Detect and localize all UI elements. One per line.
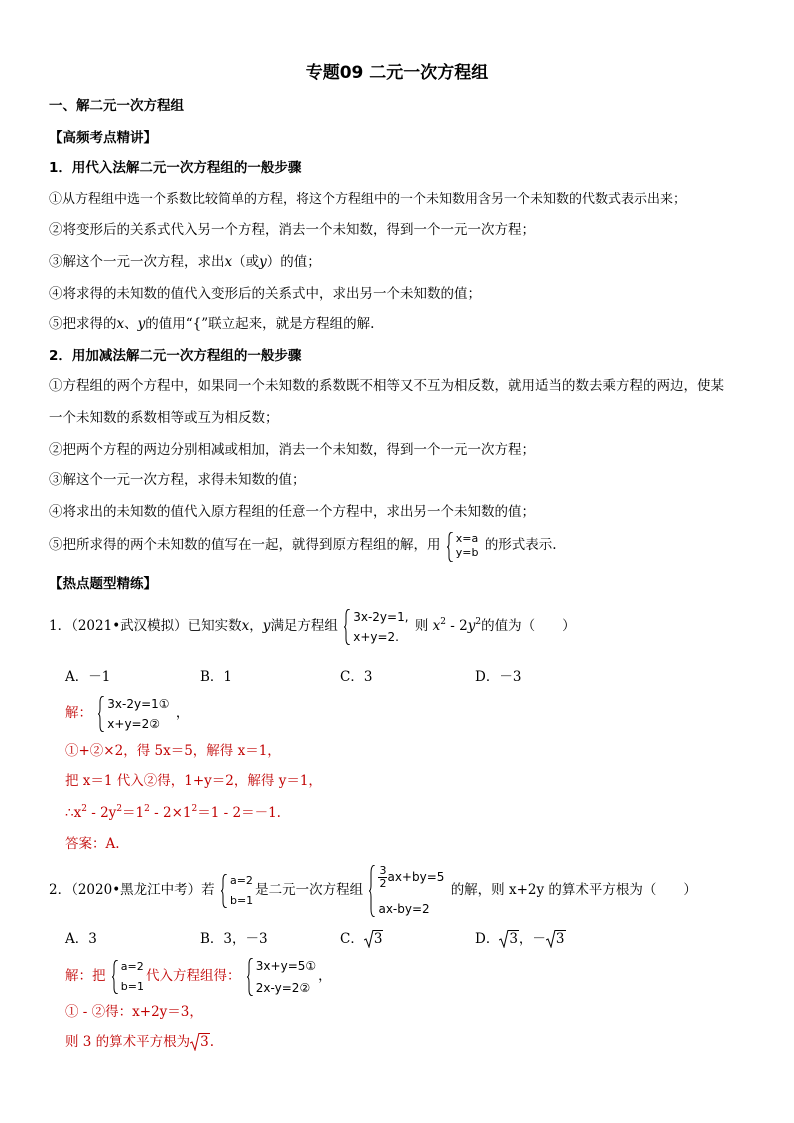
solution-step: ① - ②得：x+2y＝3， (65, 1004, 203, 1020)
step-text: ⑤把所求得的两个未知数的值写在一起，就得到原方程组的解，用 x=a y=b 的形式表示. (49, 530, 754, 560)
solution-step: $\therefore x^2 - 2y^2=1^2 - 2\times 1^2=1 - 2=-1$. (65, 804, 281, 821)
solution-system: 3x+y=5① 2x-y=2② (247, 958, 316, 996)
step-text: 一个未知数的系数相等或互为相反数； (49, 410, 279, 426)
step-text: ③解这个一元一次方程，求得未知数的值； (49, 472, 306, 488)
solution-form-system: x=a y=b (447, 532, 479, 560)
step-text: ②将变形后的关系式代入另一个方程，消去一个未知数，得到一个一元一次方程； (49, 222, 535, 238)
option-b[interactable]: B．3，－3 (200, 931, 268, 947)
answer: 答案：A. (65, 836, 120, 852)
brace-icon (221, 874, 228, 908)
brace-icon (112, 960, 119, 994)
question-1: 1．（2021•武汉模拟）已知实数x，y满足方程组 3x-2y=1, x+y=2. 则 $x^2 - 2y^2$的值为（ ） (49, 609, 576, 644)
option-d[interactable]: D． 3，－ 3 (475, 931, 565, 947)
sqrt-symbol: 3 (499, 929, 519, 949)
given-values-system: a=2 b=1 (112, 960, 144, 994)
step-text: ①方程组的两个方程中，如果同一个未知数的系数既不相等又不互为相反数，就用适当的数去乘方程的两边，使某 (49, 378, 724, 394)
step-text: ⑤把求得的x、y的值用“{”联立起来，就是方程组的解. (49, 316, 375, 332)
radical-icon (190, 1033, 200, 1051)
step-text: ③解这个一元一次方程，求出x（或y）的值； (49, 254, 321, 270)
brace-icon (369, 865, 376, 917)
equation-system: $\frac{3}{2}$ ax+by=5 ax-by=2 (369, 865, 444, 917)
subsection-heading: 【高频考点精讲】 (49, 130, 157, 146)
solution-step: ①+②×2，得 5x＝5，解得 x＝1， (65, 743, 281, 759)
option-a[interactable]: A．－1 (65, 669, 111, 685)
brace-icon (447, 532, 454, 562)
solution-step: 则 3 的算术平方根为 3. (65, 1034, 215, 1050)
page-title: 专题09 二元一次方程组 (305, 63, 489, 83)
radical-icon (499, 930, 509, 948)
solution-step: 把 x＝1 代入②得，1+y＝2，解得 y＝1， (65, 773, 322, 789)
step-text: ④将求得的未知数的值代入变形后的关系式中，求出另一个未知数的值； (49, 286, 481, 302)
brace-icon (98, 696, 105, 732)
option-c[interactable]: C． 3 (340, 931, 383, 947)
option-c[interactable]: C．3 (340, 669, 373, 685)
option-d[interactable]: D．－3 (475, 669, 522, 685)
subsection-heading: 【热点题型精练】 (49, 576, 157, 592)
step-text: ②把两个方程的两边分别相减或相加，消去一个未知数，得到一个一元一次方程； (49, 442, 535, 458)
method-heading-elimination: 2．用加减法解二元一次方程组的一般步骤 (49, 348, 302, 364)
solution-2: 解：把 a=2 b=1 代入方程组得： 3x+y=5① 2x-y=2② ， (65, 958, 332, 995)
equation-system: 3x-2y=1, x+y=2. (344, 609, 408, 645)
given-values-system: a=2 b=1 (221, 874, 253, 908)
option-a[interactable]: A．3 (65, 931, 97, 947)
fraction: $\frac{3}{2}$ (379, 863, 387, 890)
brace-icon (344, 609, 351, 645)
radical-icon (364, 930, 374, 948)
solution-1: 解： 3x-2y=1① x+y=2② ， (65, 696, 190, 731)
sqrt-symbol: 3 (546, 929, 566, 949)
sqrt-symbol: 3 (190, 1032, 210, 1052)
option-b[interactable]: B．1 (200, 669, 233, 685)
step-text: ①从方程组中选一个系数比较简单的方程，将这个方程组中的一个未知数用含另一个未知数的代数式表示出来； (49, 192, 687, 207)
brace-icon (247, 958, 254, 996)
question-2: 2．（2020•黑龙江中考）若 a=2 b=1 是二元一次方程组 $\frac{3}{2}$ ax+by=5 ax-by=2 的解，则 x+2y 的算术平方根为（ ） (49, 863, 697, 916)
step-text: ④将求出的未知数的值代入原方程组的任意一个方程中，求出另一个未知数的值； (49, 504, 535, 520)
section-heading: 一、解二元一次方程组 (49, 98, 184, 114)
sqrt-symbol: 3 (364, 929, 384, 949)
method-heading-substitution: 1．用代入法解二元一次方程组的一般步骤 (49, 160, 302, 176)
solution-system: 3x-2y=1① x+y=2② (98, 696, 169, 732)
radical-icon (546, 930, 556, 948)
